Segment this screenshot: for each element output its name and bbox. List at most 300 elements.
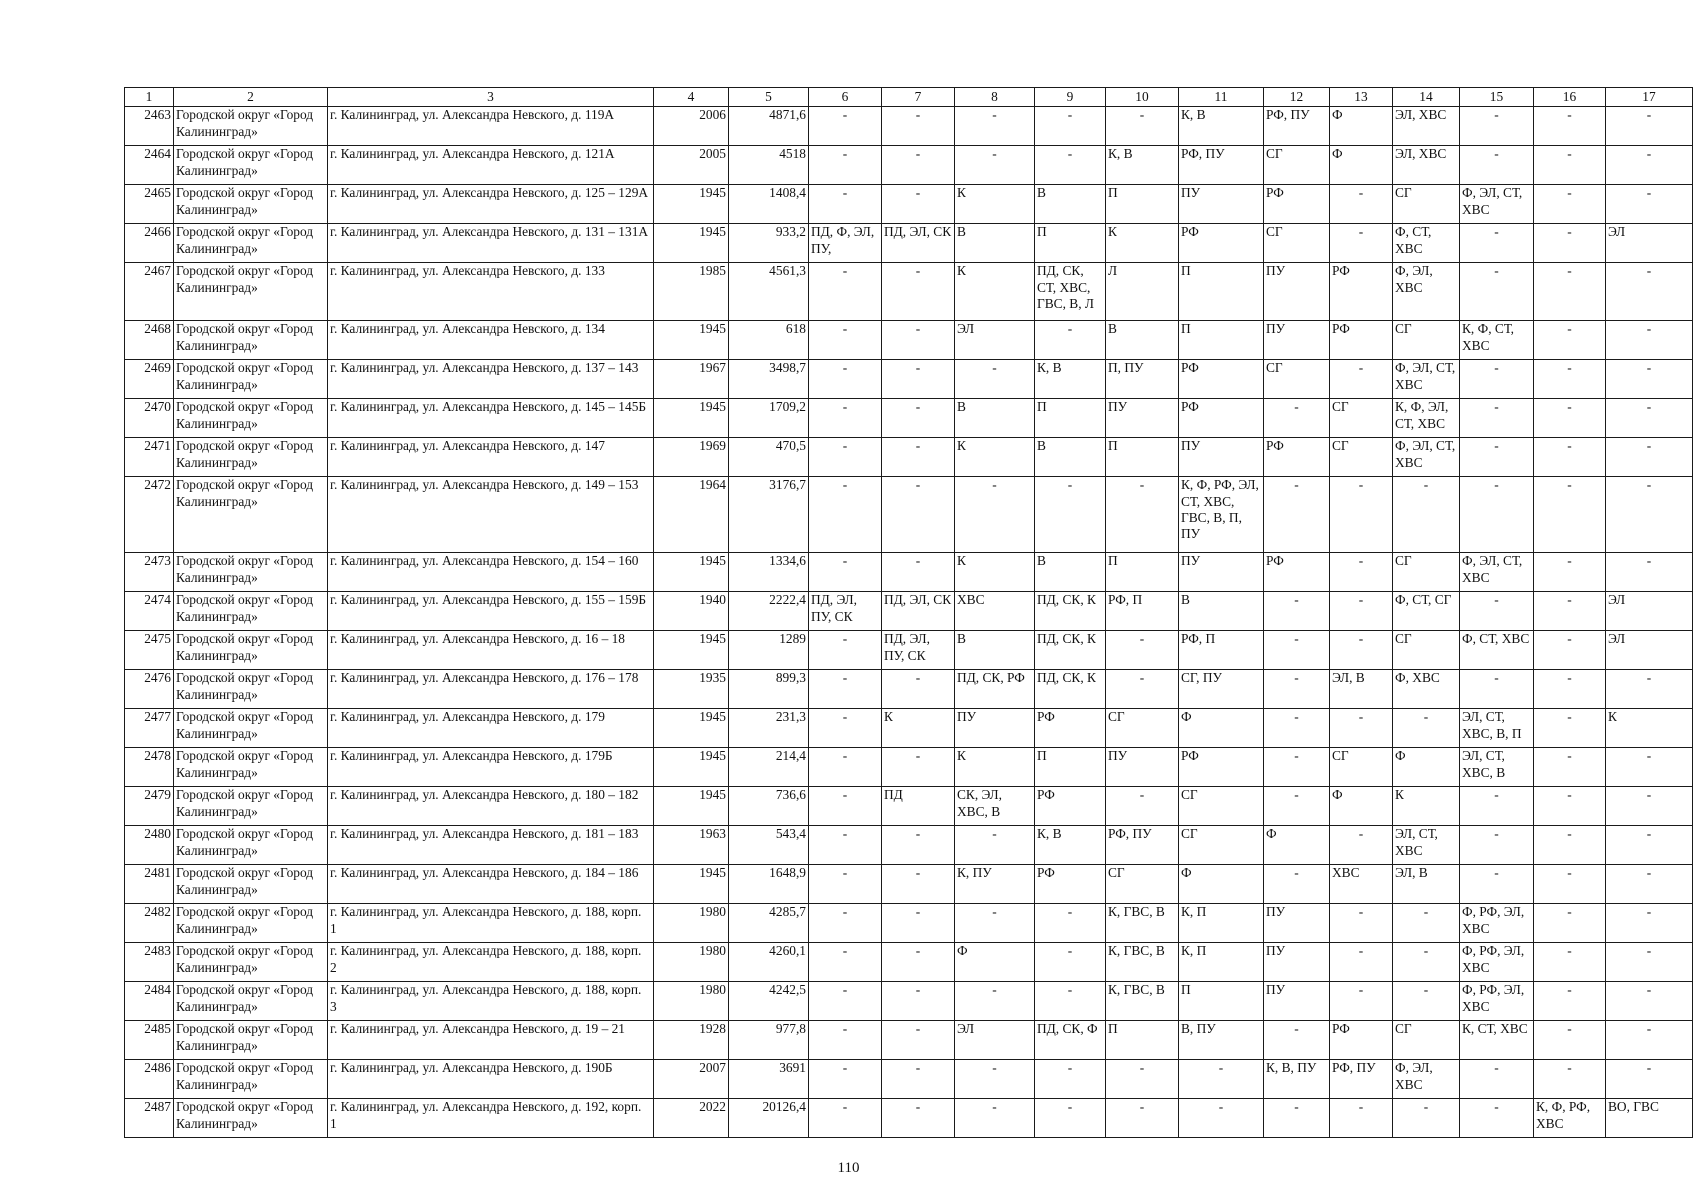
- cell-col-3: г. Калининград, ул. Александра Невского, д. 190Б: [328, 1060, 654, 1099]
- cell-col-1: 2477: [125, 709, 174, 748]
- cell-col-2: Городской округ «Город Калининград»: [174, 943, 328, 982]
- cell-col-5: 3498,7: [729, 360, 809, 399]
- cell-col-9: К, В: [1035, 360, 1106, 399]
- cell-col-14: СГ: [1393, 321, 1460, 360]
- cell-col-7: -: [882, 321, 955, 360]
- table-row: [125, 1021, 1693, 1060]
- cell-col-3: г. Калининград, ул. Александра Невского, д. 19 – 21: [328, 1021, 654, 1060]
- cell-col-12: -: [1264, 592, 1330, 631]
- table-row: [125, 438, 1693, 477]
- cell-col-11: К, П: [1179, 943, 1264, 982]
- table-row: [125, 826, 1693, 865]
- table-row: [125, 185, 1693, 224]
- cell-col-5: 4518: [729, 146, 809, 185]
- column-header-12: 12: [1264, 88, 1330, 107]
- cell-col-3: г. Калининград, ул. Александра Невского, д. 176 – 178: [328, 670, 654, 709]
- cell-col-15: -: [1460, 263, 1534, 321]
- cell-col-6: -: [809, 438, 882, 477]
- cell-col-15: -: [1460, 1099, 1534, 1138]
- cell-col-14: -: [1393, 982, 1460, 1021]
- cell-col-9: -: [1035, 1060, 1106, 1099]
- cell-col-12: Ф: [1264, 826, 1330, 865]
- cell-col-16: -: [1534, 826, 1606, 865]
- cell-col-17: -: [1606, 553, 1693, 592]
- cell-col-13: ХВС: [1330, 865, 1393, 904]
- cell-col-1: 2476: [125, 670, 174, 709]
- cell-col-5: 899,3: [729, 670, 809, 709]
- cell-col-7: -: [882, 1099, 955, 1138]
- cell-col-16: -: [1534, 592, 1606, 631]
- cell-col-13: -: [1330, 1099, 1393, 1138]
- cell-col-4: 1964: [654, 477, 729, 553]
- cell-col-8: -: [955, 477, 1035, 553]
- column-header-16: 16: [1534, 88, 1606, 107]
- cell-col-17: -: [1606, 943, 1693, 982]
- cell-col-8: ХВС: [955, 592, 1035, 631]
- cell-col-7: -: [882, 748, 955, 787]
- cell-col-9: ПД, СК, К: [1035, 670, 1106, 709]
- cell-col-2: Городской округ «Город Калининград»: [174, 904, 328, 943]
- cell-col-5: 20126,4: [729, 1099, 809, 1138]
- cell-col-11: РФ: [1179, 399, 1264, 438]
- cell-col-12: ПУ: [1264, 943, 1330, 982]
- cell-col-11: К, П: [1179, 904, 1264, 943]
- cell-col-2: Городской округ «Город Калининград»: [174, 670, 328, 709]
- cell-col-5: 3691: [729, 1060, 809, 1099]
- cell-col-13: Ф: [1330, 107, 1393, 146]
- cell-col-9: П: [1035, 399, 1106, 438]
- cell-col-10: П: [1106, 1021, 1179, 1060]
- cell-col-14: ЭЛ, ХВС: [1393, 107, 1460, 146]
- cell-col-2: Городской округ «Город Калининград»: [174, 263, 328, 321]
- cell-col-1: 2482: [125, 904, 174, 943]
- cell-col-3: г. Калининград, ул. Александра Невского, д. 184 – 186: [328, 865, 654, 904]
- cell-col-3: г. Калининград, ул. Александра Невского, д. 188, корп. 1: [328, 904, 654, 943]
- table-row: [125, 631, 1693, 670]
- cell-col-7: -: [882, 904, 955, 943]
- column-header-4: 4: [654, 88, 729, 107]
- cell-col-12: ПУ: [1264, 904, 1330, 943]
- cell-col-5: 1709,2: [729, 399, 809, 438]
- table-row: [125, 865, 1693, 904]
- cell-col-8: К: [955, 553, 1035, 592]
- cell-col-17: ЭЛ: [1606, 224, 1693, 263]
- cell-col-8: ПУ: [955, 709, 1035, 748]
- column-header-17: 17: [1606, 88, 1693, 107]
- cell-col-7: -: [882, 982, 955, 1021]
- cell-col-17: ВО, ГВС: [1606, 1099, 1693, 1138]
- cell-col-3: г. Калининград, ул. Александра Невского, д. 188, корп. 2: [328, 943, 654, 982]
- cell-col-15: -: [1460, 865, 1534, 904]
- cell-col-6: -: [809, 477, 882, 553]
- cell-col-2: Городской округ «Город Калининград»: [174, 399, 328, 438]
- cell-col-4: 1945: [654, 321, 729, 360]
- cell-col-10: СГ: [1106, 865, 1179, 904]
- cell-col-13: -: [1330, 553, 1393, 592]
- cell-col-9: П: [1035, 748, 1106, 787]
- cell-col-5: 214,4: [729, 748, 809, 787]
- cell-col-15: К, СТ, ХВС: [1460, 1021, 1534, 1060]
- cell-col-10: П: [1106, 438, 1179, 477]
- cell-col-11: ПУ: [1179, 553, 1264, 592]
- cell-col-13: СГ: [1330, 399, 1393, 438]
- cell-col-7: ПД, ЭЛ, СК: [882, 592, 955, 631]
- cell-col-8: ЭЛ: [955, 321, 1035, 360]
- cell-col-15: -: [1460, 787, 1534, 826]
- cell-col-4: 1945: [654, 748, 729, 787]
- cell-col-11: РФ: [1179, 748, 1264, 787]
- cell-col-4: 1980: [654, 982, 729, 1021]
- cell-col-12: К, В, ПУ: [1264, 1060, 1330, 1099]
- table-row: [125, 592, 1693, 631]
- cell-col-14: -: [1393, 1099, 1460, 1138]
- cell-col-16: -: [1534, 185, 1606, 224]
- cell-col-16: -: [1534, 553, 1606, 592]
- table-row: [125, 224, 1693, 263]
- cell-col-15: -: [1460, 107, 1534, 146]
- cell-col-7: -: [882, 477, 955, 553]
- cell-col-8: -: [955, 1099, 1035, 1138]
- cell-col-9: -: [1035, 904, 1106, 943]
- cell-col-1: 2484: [125, 982, 174, 1021]
- cell-col-15: К, Ф, СТ, ХВС: [1460, 321, 1534, 360]
- table-row: [125, 399, 1693, 438]
- cell-col-11: В: [1179, 592, 1264, 631]
- cell-col-5: 1648,9: [729, 865, 809, 904]
- cell-col-3: г. Калининград, ул. Александра Невского, д. 154 – 160: [328, 553, 654, 592]
- cell-col-17: -: [1606, 826, 1693, 865]
- cell-col-14: ЭЛ, В: [1393, 865, 1460, 904]
- cell-col-14: ЭЛ, ХВС: [1393, 146, 1460, 185]
- cell-col-3: г. Калининград, ул. Александра Невского, д. 133: [328, 263, 654, 321]
- cell-col-14: СГ: [1393, 631, 1460, 670]
- cell-col-14: -: [1393, 477, 1460, 553]
- cell-col-12: -: [1264, 631, 1330, 670]
- cell-col-6: -: [809, 360, 882, 399]
- cell-col-1: 2473: [125, 553, 174, 592]
- column-header-5: 5: [729, 88, 809, 107]
- cell-col-3: г. Калининград, ул. Александра Невского, д. 131 – 131А: [328, 224, 654, 263]
- cell-col-13: РФ, ПУ: [1330, 1060, 1393, 1099]
- cell-col-7: -: [882, 553, 955, 592]
- cell-col-2: Городской округ «Город Калининград»: [174, 185, 328, 224]
- cell-col-4: 1985: [654, 263, 729, 321]
- cell-col-1: 2479: [125, 787, 174, 826]
- cell-col-3: г. Калининград, ул. Александра Невского, д. 179: [328, 709, 654, 748]
- cell-col-16: -: [1534, 321, 1606, 360]
- cell-col-7: -: [882, 826, 955, 865]
- cell-col-16: -: [1534, 787, 1606, 826]
- cell-col-16: -: [1534, 438, 1606, 477]
- cell-col-4: 2006: [654, 107, 729, 146]
- cell-col-3: г. Калининград, ул. Александра Невского, д. 155 – 159Б: [328, 592, 654, 631]
- cell-col-1: 2483: [125, 943, 174, 982]
- cell-col-5: 1408,4: [729, 185, 809, 224]
- cell-col-10: -: [1106, 787, 1179, 826]
- cell-col-4: 1945: [654, 631, 729, 670]
- cell-col-3: г. Калининград, ул. Александра Невского, д. 134: [328, 321, 654, 360]
- registry-sheet: [124, 87, 1693, 1138]
- cell-col-9: В: [1035, 185, 1106, 224]
- cell-col-11: ПУ: [1179, 438, 1264, 477]
- table-row: [125, 709, 1693, 748]
- cell-col-4: 1980: [654, 904, 729, 943]
- table-row: [125, 943, 1693, 982]
- cell-col-9: В: [1035, 553, 1106, 592]
- cell-col-4: 1940: [654, 592, 729, 631]
- cell-col-12: ПУ: [1264, 321, 1330, 360]
- cell-col-13: РФ: [1330, 263, 1393, 321]
- cell-col-7: -: [882, 146, 955, 185]
- cell-col-13: -: [1330, 592, 1393, 631]
- cell-col-9: -: [1035, 107, 1106, 146]
- cell-col-1: 2463: [125, 107, 174, 146]
- registry-table: [124, 87, 1693, 1138]
- cell-col-5: 1334,6: [729, 553, 809, 592]
- cell-col-4: 1945: [654, 865, 729, 904]
- cell-col-4: 1969: [654, 438, 729, 477]
- cell-col-12: РФ: [1264, 438, 1330, 477]
- cell-col-13: СГ: [1330, 748, 1393, 787]
- cell-col-15: -: [1460, 360, 1534, 399]
- column-header-7: 7: [882, 88, 955, 107]
- cell-col-9: П: [1035, 224, 1106, 263]
- cell-col-5: 4561,3: [729, 263, 809, 321]
- cell-col-7: ПД, ЭЛ, ПУ, СК: [882, 631, 955, 670]
- cell-col-4: 1963: [654, 826, 729, 865]
- cell-col-3: г. Калининград, ул. Александра Невского, д. 181 – 183: [328, 826, 654, 865]
- cell-col-4: 1935: [654, 670, 729, 709]
- cell-col-1: 2475: [125, 631, 174, 670]
- cell-col-15: -: [1460, 477, 1534, 553]
- cell-col-1: 2468: [125, 321, 174, 360]
- cell-col-9: -: [1035, 477, 1106, 553]
- cell-col-5: 4260,1: [729, 943, 809, 982]
- cell-col-16: -: [1534, 904, 1606, 943]
- cell-col-8: К: [955, 185, 1035, 224]
- cell-col-13: -: [1330, 224, 1393, 263]
- cell-col-12: ПУ: [1264, 982, 1330, 1021]
- cell-col-16: -: [1534, 360, 1606, 399]
- cell-col-2: Городской округ «Город Калининград»: [174, 1099, 328, 1138]
- cell-col-12: -: [1264, 787, 1330, 826]
- cell-col-4: 1967: [654, 360, 729, 399]
- cell-col-15: -: [1460, 146, 1534, 185]
- cell-col-14: -: [1393, 709, 1460, 748]
- cell-col-16: -: [1534, 982, 1606, 1021]
- cell-col-9: ПД, СК, Ф: [1035, 1021, 1106, 1060]
- cell-col-16: -: [1534, 107, 1606, 146]
- cell-col-6: -: [809, 321, 882, 360]
- cell-col-9: -: [1035, 146, 1106, 185]
- cell-col-5: 4285,7: [729, 904, 809, 943]
- cell-col-13: -: [1330, 360, 1393, 399]
- cell-col-13: -: [1330, 709, 1393, 748]
- cell-col-11: П: [1179, 321, 1264, 360]
- cell-col-8: -: [955, 1060, 1035, 1099]
- cell-col-8: -: [955, 107, 1035, 146]
- cell-col-10: П: [1106, 553, 1179, 592]
- cell-col-16: -: [1534, 1021, 1606, 1060]
- cell-col-4: 1928: [654, 1021, 729, 1060]
- cell-col-12: -: [1264, 477, 1330, 553]
- cell-col-1: 2485: [125, 1021, 174, 1060]
- cell-col-5: 4242,5: [729, 982, 809, 1021]
- cell-col-11: П: [1179, 982, 1264, 1021]
- cell-col-17: -: [1606, 787, 1693, 826]
- cell-col-10: ПУ: [1106, 399, 1179, 438]
- cell-col-12: РФ: [1264, 553, 1330, 592]
- cell-col-14: Ф, ХВС: [1393, 670, 1460, 709]
- cell-col-10: Л: [1106, 263, 1179, 321]
- cell-col-7: -: [882, 943, 955, 982]
- cell-col-1: 2474: [125, 592, 174, 631]
- cell-col-3: г. Калининград, ул. Александра Невского, д. 147: [328, 438, 654, 477]
- cell-col-5: 1289: [729, 631, 809, 670]
- cell-col-10: -: [1106, 107, 1179, 146]
- table-row: [125, 1099, 1693, 1138]
- cell-col-3: г. Калининград, ул. Александра Невского, д. 145 – 145Б: [328, 399, 654, 438]
- cell-col-7: К: [882, 709, 955, 748]
- cell-col-7: -: [882, 438, 955, 477]
- cell-col-14: СГ: [1393, 185, 1460, 224]
- cell-col-7: ПД: [882, 787, 955, 826]
- cell-col-2: Городской округ «Город Калининград»: [174, 438, 328, 477]
- cell-col-12: СГ: [1264, 224, 1330, 263]
- cell-col-14: К: [1393, 787, 1460, 826]
- cell-col-14: К, Ф, ЭЛ, СТ, ХВС: [1393, 399, 1460, 438]
- cell-col-17: -: [1606, 1021, 1693, 1060]
- cell-col-7: ПД, ЭЛ, СК: [882, 224, 955, 263]
- cell-col-14: -: [1393, 943, 1460, 982]
- table-row: [125, 107, 1693, 146]
- cell-col-13: -: [1330, 904, 1393, 943]
- cell-col-10: К, ГВС, В: [1106, 904, 1179, 943]
- cell-col-10: К, В: [1106, 146, 1179, 185]
- cell-col-4: 2007: [654, 1060, 729, 1099]
- cell-col-1: 2480: [125, 826, 174, 865]
- cell-col-17: -: [1606, 670, 1693, 709]
- cell-col-6: -: [809, 631, 882, 670]
- cell-col-6: ПД, Ф, ЭЛ, ПУ,: [809, 224, 882, 263]
- cell-col-6: -: [809, 787, 882, 826]
- cell-col-14: Ф, СТ, СГ: [1393, 592, 1460, 631]
- cell-col-8: Ф: [955, 943, 1035, 982]
- cell-col-8: ЭЛ: [955, 1021, 1035, 1060]
- cell-col-5: 977,8: [729, 1021, 809, 1060]
- cell-col-14: Ф, ЭЛ, СТ, ХВС: [1393, 360, 1460, 399]
- cell-col-2: Городской округ «Город Калининград»: [174, 360, 328, 399]
- cell-col-9: РФ: [1035, 865, 1106, 904]
- cell-col-4: 1945: [654, 399, 729, 438]
- cell-col-9: К, В: [1035, 826, 1106, 865]
- cell-col-1: 2466: [125, 224, 174, 263]
- cell-col-14: СГ: [1393, 553, 1460, 592]
- cell-col-12: СГ: [1264, 146, 1330, 185]
- cell-col-10: РФ, ПУ: [1106, 826, 1179, 865]
- cell-col-3: г. Калининград, ул. Александра Невского, д. 188, корп. 3: [328, 982, 654, 1021]
- cell-col-2: Городской округ «Город Калининград»: [174, 224, 328, 263]
- cell-col-16: -: [1534, 670, 1606, 709]
- cell-col-7: -: [882, 1021, 955, 1060]
- cell-col-17: -: [1606, 263, 1693, 321]
- cell-col-5: 543,4: [729, 826, 809, 865]
- table-row: [125, 321, 1693, 360]
- cell-col-2: Городской округ «Город Калининград»: [174, 982, 328, 1021]
- cell-col-9: -: [1035, 321, 1106, 360]
- cell-col-7: -: [882, 865, 955, 904]
- column-header-6: 6: [809, 88, 882, 107]
- table-row: [125, 748, 1693, 787]
- cell-col-6: ПД, ЭЛ, ПУ, СК: [809, 592, 882, 631]
- cell-col-4: 1945: [654, 553, 729, 592]
- cell-col-5: 618: [729, 321, 809, 360]
- cell-col-6: -: [809, 748, 882, 787]
- cell-col-5: 470,5: [729, 438, 809, 477]
- cell-col-11: П: [1179, 263, 1264, 321]
- cell-col-14: Ф, ЭЛ, ХВС: [1393, 263, 1460, 321]
- cell-col-8: К, ПУ: [955, 865, 1035, 904]
- cell-col-4: 1945: [654, 185, 729, 224]
- cell-col-2: Городской округ «Город Калининград»: [174, 1021, 328, 1060]
- cell-col-11: Ф: [1179, 709, 1264, 748]
- cell-col-17: -: [1606, 438, 1693, 477]
- cell-col-10: К, ГВС, В: [1106, 982, 1179, 1021]
- cell-col-1: 2481: [125, 865, 174, 904]
- cell-col-6: -: [809, 185, 882, 224]
- cell-col-17: -: [1606, 107, 1693, 146]
- cell-col-12: РФ, ПУ: [1264, 107, 1330, 146]
- cell-col-16: -: [1534, 1060, 1606, 1099]
- cell-col-17: К: [1606, 709, 1693, 748]
- cell-col-10: ПУ: [1106, 748, 1179, 787]
- cell-col-2: Городской округ «Город Калининград»: [174, 748, 328, 787]
- cell-col-4: 2022: [654, 1099, 729, 1138]
- cell-col-12: СГ: [1264, 360, 1330, 399]
- cell-col-7: -: [882, 360, 955, 399]
- cell-col-9: ПД, СК, К: [1035, 631, 1106, 670]
- cell-col-12: -: [1264, 748, 1330, 787]
- cell-col-5: 736,6: [729, 787, 809, 826]
- cell-col-2: Городской округ «Город Калининград»: [174, 592, 328, 631]
- cell-col-2: Городской округ «Город Калининград»: [174, 787, 328, 826]
- cell-col-13: РФ: [1330, 321, 1393, 360]
- cell-col-14: СГ: [1393, 1021, 1460, 1060]
- column-header-11: 11: [1179, 88, 1264, 107]
- cell-col-15: Ф, РФ, ЭЛ, ХВС: [1460, 982, 1534, 1021]
- cell-col-17: -: [1606, 185, 1693, 224]
- cell-col-15: Ф, ЭЛ, СТ, ХВС: [1460, 185, 1534, 224]
- cell-col-6: -: [809, 865, 882, 904]
- cell-col-17: -: [1606, 321, 1693, 360]
- column-header-10: 10: [1106, 88, 1179, 107]
- cell-col-17: -: [1606, 748, 1693, 787]
- column-header-9: 9: [1035, 88, 1106, 107]
- cell-col-2: Городской округ «Город Калининград»: [174, 865, 328, 904]
- cell-col-1: 2478: [125, 748, 174, 787]
- cell-col-9: -: [1035, 982, 1106, 1021]
- cell-col-6: -: [809, 146, 882, 185]
- cell-col-8: В: [955, 399, 1035, 438]
- cell-col-1: 2487: [125, 1099, 174, 1138]
- cell-col-9: -: [1035, 943, 1106, 982]
- cell-col-7: -: [882, 185, 955, 224]
- cell-col-9: ПД, СК, К: [1035, 592, 1106, 631]
- cell-col-13: -: [1330, 477, 1393, 553]
- cell-col-13: -: [1330, 982, 1393, 1021]
- cell-col-4: 2005: [654, 146, 729, 185]
- cell-col-10: -: [1106, 631, 1179, 670]
